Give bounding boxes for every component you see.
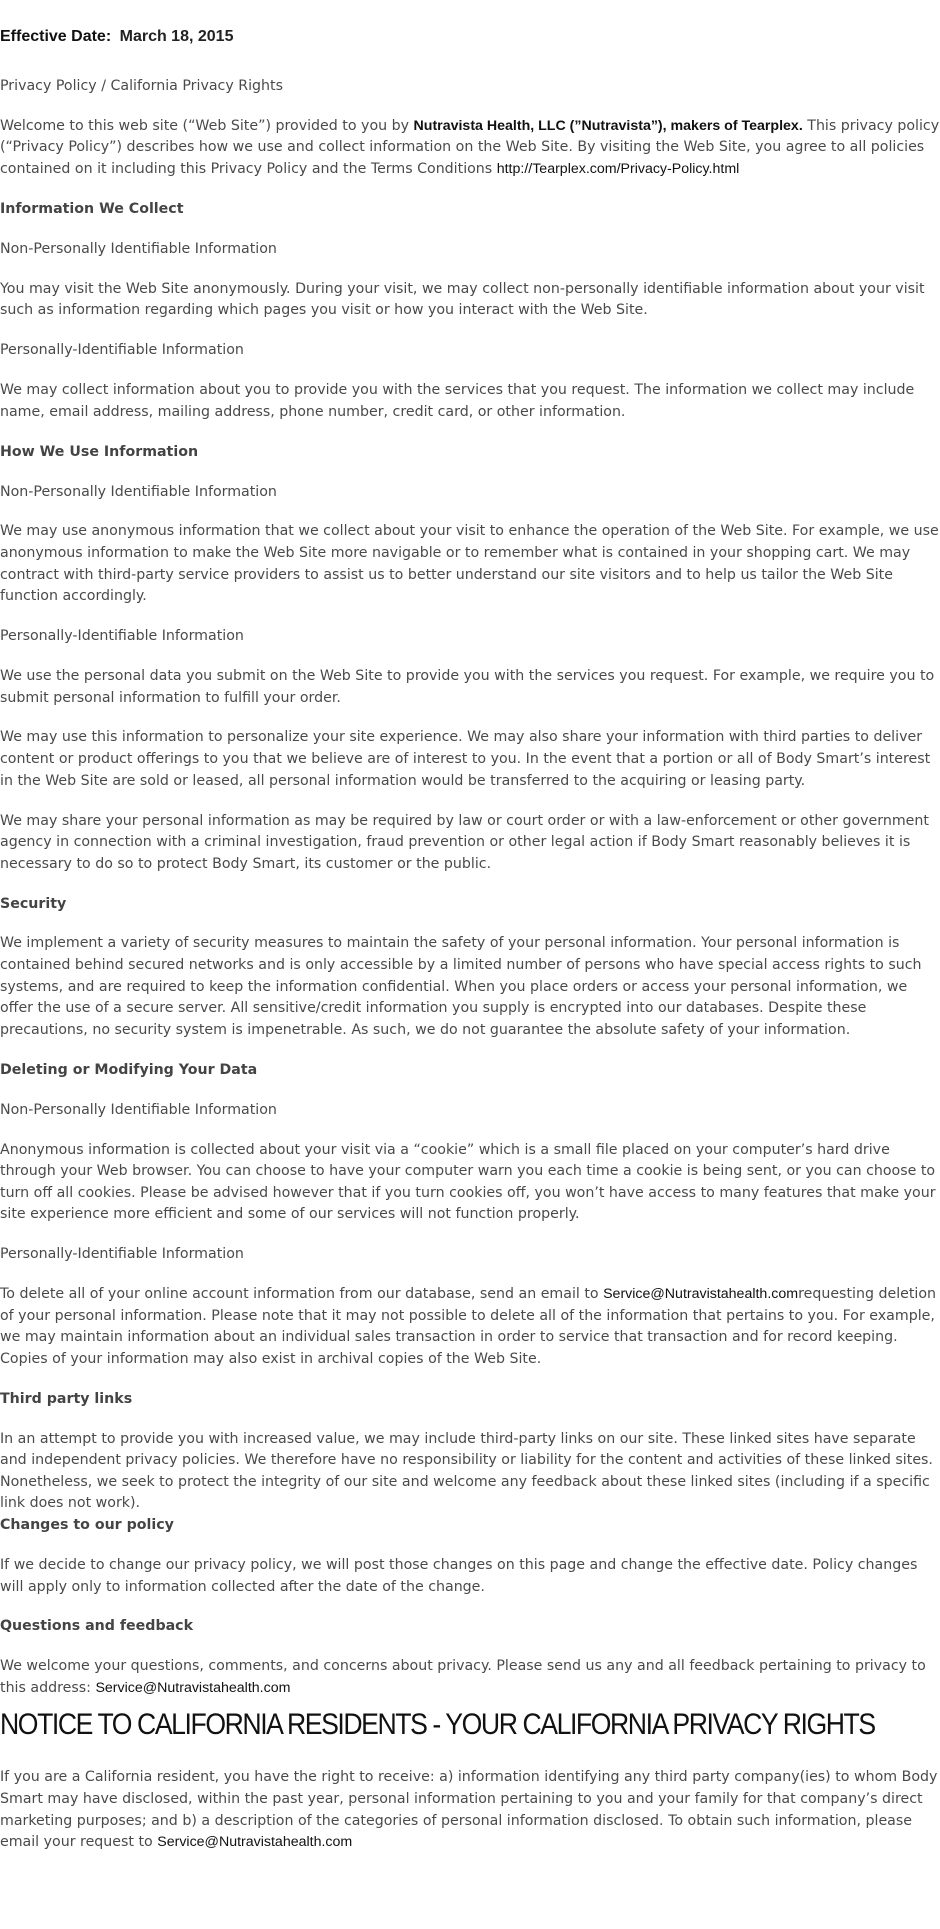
collect-personal-text: We may collect information about you to provide you with the services that you request. The information we collect may include name, email address, mailing address, phone number, credit card, or other information. [0, 382, 915, 420]
deleting-non-personal-text: Anonymous information is collected about your visit via a “cookie” which is a small file placed on your computer’s hard drive through your Web browser. You can choose to have your computer warn you each time a cookie is being sent, or you can choose to turn off all cookies. Please be advised however that if you turn cookies off, you won’t have access to many features that make your site experience more efficient and some of our services will not function properly. [0, 1141, 936, 1223]
use-non-personal-subheading: Non-Personally Identifiable Information [0, 483, 277, 500]
use-personal-subheading: Personally-Identifiable Information [0, 628, 244, 645]
california-text: If you are a California resident, you have the right to receive: a) information identifying any third party company(ies) to whom Body Smart may have disclosed, within the past year, personal information pertaining to you and your family for that company’s direct marketing purposes; and b) a description of the categories of personal information disclosed. To obtain such information, please email your request to [0, 1769, 938, 1851]
questions-paragraph [0, 1656, 940, 1699]
questions-text: We welcome your questions, comments, and concerns about privacy. Please send us any and all feedback pertaining to privacy to this address: [0, 1658, 926, 1696]
use-personal-text-2: We may use this information to personalize your site experience. We may also share your information with third parties to deliver content or product offerings to you that we believe are of interest to you. In the event that a portion or all of Body Smart’s interest in the Web Site are sold or leased, all personal information would be transferred to the acquiring or leasing party. [0, 729, 931, 789]
page-title: Privacy Policy / California Privacy Rights [0, 78, 283, 94]
effective-date [0, 28, 940, 46]
use-non-personal-text: We may use anonymous information that we collect about your visit to enhance the operation of the Web Site. For example, we use anonymous information to make the Web Site more navigable or to remember what is contained in your shopping cart. We may contract with third-party service providers to assist us to better understand our site visitors and to help us tailor the Web Site function accordingly. [0, 523, 939, 605]
collect-heading: Information We Collect [0, 200, 184, 217]
california-notice-heading: NOTICE TO CALIFORNIA RESIDENTS - YOUR CALIFORNIA PRIVACY RIGHTS [0, 1708, 875, 1742]
california-paragraph [0, 1767, 940, 1853]
intro-paragraph [0, 116, 940, 181]
security-text: We implement a variety of security measures to maintain the safety of your personal information. Your personal information is contained behind secured networks and is only accessible by a limited number of persons who have special access rights to such systems, and are required to keep the information confidential. When you place orders or access your personal information, we offer the use of a secure server. All sensitive/credit information you supply is encrypted into our databases. Despite these precautions, no security system is impenetrable. As such, we do not guarantee the absolute safety of your information. [0, 935, 922, 1038]
use-heading: How We Use Information [0, 443, 199, 460]
deleting-non-personal-subheading: Non-Personally Identifiable Information [0, 1101, 277, 1118]
service-email-link[interactable]: Service@Nutravistahealth.com [603, 1286, 799, 1303]
changes-text: If we decide to change our privacy policy, we will post those changes on this page and change the effective date. Policy changes will apply only to information collected after the date of the change. [0, 1556, 918, 1595]
security-heading: Security [0, 895, 67, 912]
company-name: Nutravista Health, LLC (”Nutravista”), makers of Tearplex. [413, 117, 803, 134]
collect-personal-subheading: Personally-Identifiable Information [0, 342, 244, 359]
collect-non-personal-text: You may visit the Web Site anonymously. During your visit, we may collect non-personally identifiable information about your visit such as information regarding which pages you visit or how you interact with the Web Site. [0, 280, 925, 319]
deleting-personal-subheading: Personally-Identifiable Information [0, 1246, 244, 1263]
deleting-personal-text-continued: requesting deletion of your personal information. Please note that it may not possible to delete all of the information that pertains to you. For example, we may maintain information about an individual sales transaction in order to service that transaction and for record keeping. Copies of your information may also exist in archival copies of the Web Site. [0, 1286, 937, 1367]
deleting-personal-text: To delete all of your online account information from our database, send an email to [0, 1286, 604, 1303]
deleting-heading: Deleting or Modifying Your Data [0, 1061, 258, 1078]
policy-url-link[interactable]: http://Tearplex.com/Privacy-Policy.html [496, 161, 740, 178]
effective-date-value: March 18, 2015 [119, 28, 234, 45]
intro-text: Welcome to this web site (“Web Site”) provided to you by [0, 117, 414, 134]
third-party-heading: Third party links [0, 1390, 133, 1407]
california-email-link[interactable]: Service@Nutravistahealth.com [157, 1834, 353, 1851]
use-personal-text-1: We use the personal data you submit on the Web Site to provide you with the services you request. For example, we require you to submit personal information to fulfill your order. [0, 667, 935, 706]
questions-email-link[interactable]: Service@Nutravistahealth.com [95, 1679, 291, 1696]
intro-text-continued: This privacy policy (“Privacy Policy”) describes how we use and collect information on the Web Site. By visiting the Web Site, you agree to all policies contained on it including this Privacy Policy and the Terms Conditions [0, 117, 940, 178]
questions-heading: Questions and feedback [0, 1618, 194, 1635]
third-party-text: In an attempt to provide you with increased value, we may include third-party links on our site. These linked sites have separate and independent privacy policies. We therefore have no responsibility or liability for the content and activities of these linked sites. Nonetheless, we seek to protect the integrity of our site and welcome any feedback about these linked sites (including if a specific link does not work). [0, 1430, 933, 1512]
effective-date-label: Effective Date: [0, 28, 112, 45]
collect-non-personal-subheading: Non-Personally Identifiable Information [0, 240, 277, 257]
deleting-personal-paragraph [0, 1284, 940, 1370]
changes-heading: Changes to our policy [0, 1517, 174, 1534]
use-personal-text-3: We may share your personal information as may be required by law or court order or with a law-enforcement or other government agency in connection with a criminal investigation, fraud prevention or other legal action if Body Smart reasonably believes it is necessary to do so to protect Body Smart, its customer or the public. [0, 812, 929, 872]
